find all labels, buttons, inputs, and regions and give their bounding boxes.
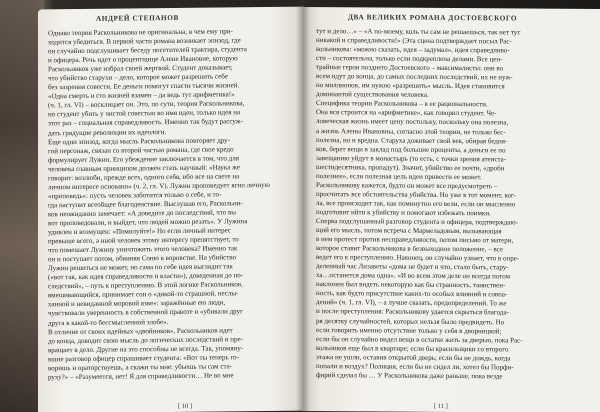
text-line: он и поступает потом, обвиняя Соню в воровстве. На убийство [48,253,237,264]
text-line: ханной и невиданной моровой язве»: заражённые ею люди, [48,298,226,309]
text-line: никакой и справедливости!» (Эта сцена подтверждает посыл Рас- [316,36,512,46]
text-line: В отличие от своих идейных «двойников», Раскольников идет [48,325,233,336]
text-line: вшие разговор офицер спрашивает студента: «Вот ты теперь го- [48,352,239,363]
text-line: щий его мысль, потом встреча с Мармеладовым, вызывающая [316,226,502,236]
text-line: говорит: возлюби, прежде всех, одного себя, ибо все на свете на [48,172,240,183]
right-page-text [316,27,588,382]
text-line: ловеческая жизнь имеет цену постольку, поскольку она полезна, [316,117,509,127]
right-page [302,7,600,412]
text-line: которое ставит Раскольникова в безвыходное положение, – все [316,244,503,254]
text-line: без зазрения совести. Ее деньги помогут спасти тысячи жизней. [48,81,240,92]
text-line: что убийство старухи – дело, которое может разрешить себе [48,72,228,83]
text-line: доминантой существования человека. [316,90,429,100]
text-line: вот проповедовали, и выйдет, что людей можно резать». У Лужина [48,217,248,228]
text-line: «Одна смерть и сто жизней взамен – да ведь тут арифметика!» [48,90,235,101]
text-line: просчитать все обстоятельства убийства. Но уже в тот момент, ког- [316,189,517,200]
text-line: этажа не ушли, оставив открытой дверь; если бы не дождь, когда [316,352,511,363]
text-line: Раскольникову кажется, будто он может все предусмотреть – [316,180,498,191]
text-line: ла, все происходит так, как поминутно его вели, если он мысленно [316,198,516,209]
left-running-head: АНДРЕЙ СТЕПАНОВ [96,13,179,23]
text-line: деленный час Лизаветы «дома не будет и что, стало быть, стару- [316,262,509,272]
text-line: друга в какой-то бессмысленной злобе». [48,317,169,327]
text-line: ков неожиданно замечает: «А доведите до последствий, что вы [48,208,236,219]
text-line: Она вся строится на «арифметике», как говорил студент. Че- [316,108,497,118]
right-running-head: ДВА ВЕЛИКИХ РОМАНА ДОСТОЕВСКОГО [348,13,518,23]
text-line: дений» (ч. 1, гл. VI), – а лучше сказать, предопределений. То же [316,298,507,308]
text-line: личном интересе основано» (ч. 2, гл. V). Лужин проповедует ясно личную [48,180,270,192]
text-line: («вот так, как идея справедливости и власти»), доведенная до по- [48,271,244,282]
left-page [38,7,304,412]
text-line: полезна, но и вредна. Старуха доживает свой век, обирая бедня- [316,135,508,145]
text-line: ведет его к преступлению. Наконец, он случайно узнает, что в опре- [316,253,520,263]
text-line: и после преступления: Раскольникову удается скрыться благода- [316,307,509,317]
text-line: ха…останется дома одна». «И во всем этом деле он всегда потом [316,271,511,281]
text-line: но студент убить у чистой совестью во имя идеи, только идея на [48,108,241,119]
text-line: тут и дело…» – «А по-моему, коль ты сам не решаешься, так нет тут [316,27,521,37]
text-line: и офицера. Речь идет о процентщице Алене Ивановне, которую [48,54,238,65]
text-line: ходится убедиться. В первой части романа возникает эпизод, где [48,36,241,47]
text-line: подготовит ийти к убийству и помогают избежать поимки. [316,207,491,218]
text-line: Еще один эпизод, когда мысль Раскольникова повторяет дру- [48,135,230,146]
text-line: удивлен и возмущен: «Помилуйте!» Но если личный интерес [48,226,231,237]
text-line: до конца, доводит свою мысль до логических последствий и пре- [48,334,243,345]
text-line: формулирует Лужин. Его убеждение заключается в том, что для [48,153,239,164]
text-line: Специфика теории Раскольникова – в ее рациональности. [316,99,488,109]
left-page-number: [ 10 ] [178,402,193,410]
right-page-number: [ 11 ] [434,402,448,410]
text-line: сти – состоятельна, только если подкреплена делами. Все цен- [316,54,503,64]
text-line: кольникова: «можно сказать, идея – задумал», идея справедливо- [316,45,510,55]
text-line: а жизнь Алены Ивановны, согласно этой теории, не только бес- [316,126,506,136]
text-line: «проповедь»: пусть человек заботится только о себе, и то- [48,190,222,201]
text-line: всем идут до конца, до самых последних последствий, их не нуж- [316,72,513,82]
text-line: Сперва подслушанный разговор студента и офицера, подтверждаю- [316,217,518,227]
text-line: этот раз – социальная справедливость. Именно так будут рассуж- [48,117,243,128]
text-line: что помешает Лужину уничтожить этого человека? Именно так [48,244,238,255]
text-line: кольников еще был в квартире; если бы красильщики со второго [316,343,509,354]
text-line: гой персонаж, связан со второй частью романа, где свое кредо [48,144,234,155]
text-line: полезнее», если полезная цель идеи привести ее может. [316,171,482,181]
text-line: Однако теория Раскольникова не оригинальна, в чем ему при- [48,27,233,38]
text-line: человека главным принципом должен стать научный: «Наука же [48,162,240,173]
text-line: если бы он случайно видел вещи в остатке жить за дверью, пока Рас- [316,334,523,345]
text-line: вмешивающийся, принимает сон о «дикой-то страшной, неслы- [48,289,239,300]
left-page-text [48,27,294,382]
text-line: завещанию уйдут в монастырь (то есть, с точки зрения атеиста- [316,153,507,164]
text-line: трайные герои позднего Достоевского – максималисты: они во [316,63,504,73]
text-line: вращает в дело. Другие на это способны не всегда. Так, упомяну- [48,343,244,354]
text-line: Раскольников уже избрал своей жертвой. Студент доказывает, [48,63,233,74]
text-line: попали и воздух? Полиция, если бы не сидел ли, хотел бы Порфи- [316,361,514,372]
text-line: ность, как будто присутствие каких-то особых влияний и совпа- [316,289,508,299]
text-line: если говорить именно отсутствие только у себя в дворницкой; [316,325,502,335]
text-line: следствий», – путь к преступлению. В этой логике Раскольников, [48,280,243,291]
text-line: чувствовали уверенность в собственной правоте и «убивали друг [48,307,243,318]
text-line: превыше всего, а иной человек этому интересу препятствует, то [48,235,239,246]
text-line: руху?» – «Разумеется, нет! Я для справедливости… Не во мне [48,371,234,382]
text-line: ря десятку случайностей, которых нельзя было предвидеть. Но [316,316,505,326]
text-line: он случайно подслушивает беседу посетителей трактира, студента [48,45,247,56]
text-line: наклонен был видеть некоторую как бы странность, таинствен- [316,280,506,290]
text-line: воришь и ораторствуешь, а скажи ты мне: убьешь ты сам ста- [48,362,233,373]
text-line: Лужин решиться не может, но сама по себе идея выглядит так [48,262,233,273]
text-line: (ч. 1, гл. VI) – восклицает он. Это, по сути, теория Раскольникова, [48,99,245,110]
text-line: в нем протест против несправедливости, потом письмо от матери, [316,235,514,245]
text-line: дать грядущие революции их идеологи. [48,127,167,137]
text-line: фирий сделал бы … У Раскольникова даже раньше, пока везде [316,370,503,381]
text-line: гда наступит всеобщее благоденствие. Выслушав его, Раскольни- [48,199,243,210]
text-line: но миллионов, им нужно «разрешить» мысль. Идея становится [316,81,505,91]
text-line: ков, берет вещи в заклад под большие проценты, а деньги ее по [316,144,506,154]
text-line: шестидесятника, пропадут). Значит, убийство ее почти, «дроби [316,162,505,173]
